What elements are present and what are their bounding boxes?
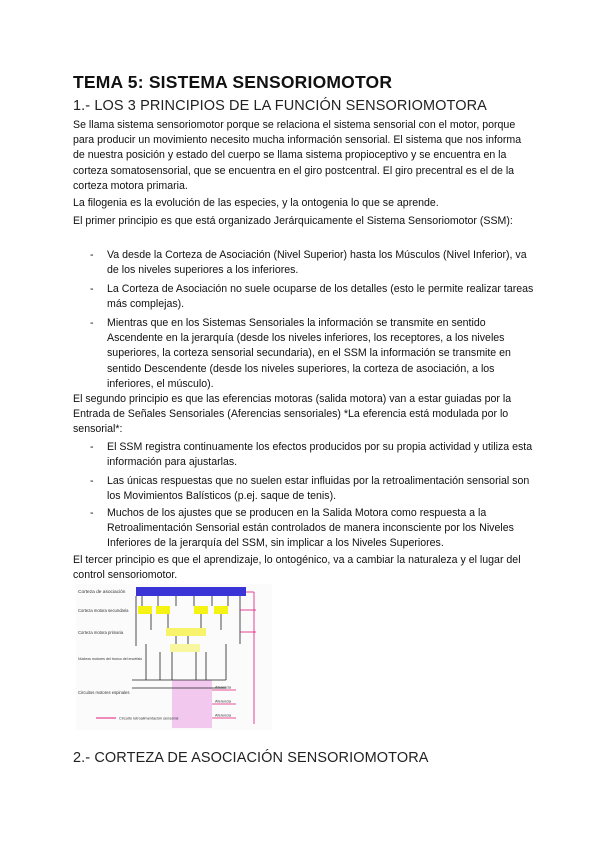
section-2-heading: 2.- CORTEZA DE ASOCIACIÓN SENSORIOMOTORA	[73, 750, 429, 766]
brainstem-box	[170, 644, 200, 652]
list-item: - El SSM registra continuamente los efectos producidos por su propia actividad y utiliza esta información para ajustarlas.	[90, 441, 533, 469]
primary-motor-box	[166, 628, 206, 636]
afferent-label: Aferencia	[215, 685, 232, 690]
secondary-motor-box	[214, 606, 228, 614]
diagram-label-brainstem: Núcleos motores del tronco del encéfalo	[78, 657, 143, 661]
principle-3-paragraph: El tercer principio es que el aprendizaje, lo ontogénico, va a cambiar la naturaleza y el lugar del control sensoriomotor.	[73, 554, 521, 582]
list-item-text: Las únicas respuestas que no suelen estar influidas por la retroalimentación sensorial son los Movimientos Balísticos (p.ej. saque de tenis).	[107, 475, 530, 503]
list-item: - Muchos de los ajustes que se producen en la Salida Motora como respuesta a la Retroalimentación Sensorial están controlados de manera inconsciente por los Niveles Inferiores de la jerarquía del SSM, sin implicar a los Niveles Superiores.	[90, 507, 514, 550]
afferent-label: Aferencia	[215, 699, 232, 704]
secondary-motor-box	[194, 606, 208, 614]
list-item-text: El SSM registra continuamente los efectos producidos por su propia actividad y utiliza esta información para ajustarlas.	[107, 441, 533, 469]
page-title: TEMA 5: SISTEMA SENSORIOMOTOR	[73, 72, 393, 92]
list-item: - Mientras que en los Sistemas Sensoriales la información se transmite en sentido Ascendente en la jerarquía (desde los niveles inferiores, los receptores, a los niveles superiores, la corteza sensorial secundaria), en el SSM la información se transmite en sentido Descendente (desde los niveles superiores, la corteza de asociación, a los inferiores, el músculo).	[90, 317, 511, 390]
section-1-heading: 1.- LOS 3 PRINCIPIOS DE LA FUNCIÓN SENSORIOMOTORA	[73, 98, 487, 114]
diagram-legend: Circuito retroalimentación sensorial	[119, 716, 179, 721]
list-item: - La Corteza de Asociación no suele ocuparse de los detalles (esto le permite realizar tareas más complejas).	[90, 283, 534, 311]
secondary-motor-box	[156, 606, 170, 614]
intro-paragraph: Se llama sistema sensoriomotor porque se relaciona el sistema sensorial con el motor, porque para producir un movimiento necesito mucha información sensorial. El sistema que nos informa de nuestra posición y estado del cuerpo se llama sistema propioceptivo y se encuentra en la corteza somatosensorial, que se encuentra en el giro postcentral. El giro precentral es el de la corteza motora primaria.	[73, 119, 522, 192]
association-cortex-bar	[136, 587, 246, 596]
muscle-block	[172, 680, 212, 728]
list-item-text: Mientras que en los Sistemas Sensoriales la información se transmite en sentido Ascendente en la jerarquía (desde los niveles inferiores, los receptores, a los niveles superiores, la corteza sensorial secundaria), en el SSM la información se transmite en sentido Descendente (desde los niveles superiores, la corteza de asociación, a los inferiores, el músculo).	[107, 317, 511, 390]
list-item: - Las únicas respuestas que no suelen estar influidas por la retroalimentación sensorial son los Movimientos Balísticos (p.ej. saque de tenis).	[90, 475, 530, 503]
diagram-label-association: Corteza de asociación	[78, 590, 126, 595]
list-item-text: La Corteza de Asociación no suele ocuparse de los detalles (esto le permite realizar tareas más complejas).	[107, 283, 534, 311]
secondary-motor-box	[138, 606, 152, 614]
principle-1-paragraph: El primer principio es que está organizado Jerárquicamente el Sistema Sensoriomotor (SSM):	[73, 215, 513, 227]
sensorimotor-hierarchy-diagram	[76, 584, 272, 730]
list-item: - Va desde la Corteza de Asociación (Nivel Superior) hasta los Músculos (Nivel Inferior), va de los niveles superiores a los inferiores.	[90, 249, 527, 277]
list-item-text: Va desde la Corteza de Asociación (Nivel Superior) hasta los Músculos (Nivel Inferior), va de los niveles superiores a los inferiores.	[107, 249, 527, 277]
diagram-label-spinal: Circuitos motores espinales	[78, 690, 130, 695]
diagram-label-secondary: Corteza motora secundaria	[78, 608, 129, 613]
list-item-text: Muchos de los ajustes que se producen en la Salida Motora como respuesta a la Retroalimentación Sensorial están controlados de manera inconsciente por los Niveles Inferiores de la jerarquía del SSM, sin implicar a los Niveles Superiores.	[107, 507, 514, 550]
filogenia-paragraph: La filogenia es la evolución de las especies, y la ontogenia lo que se aprende.	[73, 197, 439, 209]
principle-2-paragraph: El segundo principio es que las eferencias motoras (salida motora) van a estar guiadas por la Entrada de Señales Sensoriales (Aferencias sensoriales) *La eferencia está modulada por lo sensorial*:	[73, 393, 512, 436]
diagram-label-primary: Corteza motora primaria	[78, 630, 124, 635]
afferent-label: Aferencia	[215, 713, 232, 718]
